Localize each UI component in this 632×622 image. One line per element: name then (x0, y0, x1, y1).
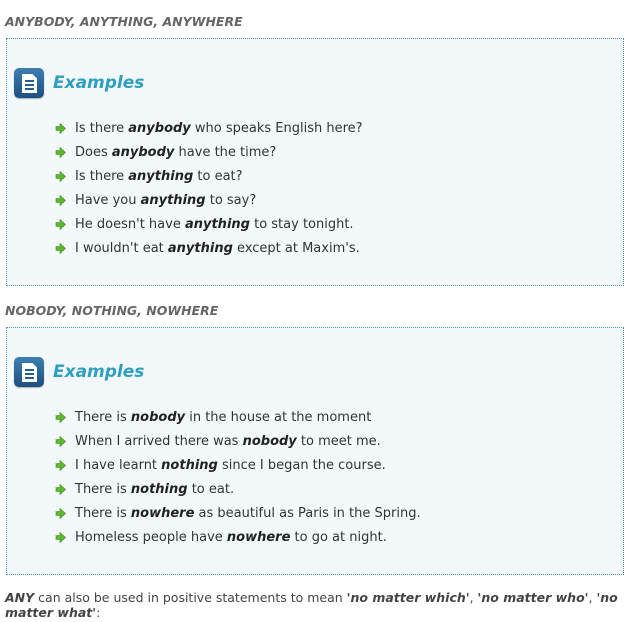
example-sentence: Is there anybody who speaks English here? (75, 121, 363, 136)
list-item (55, 433, 421, 457)
green-arrow-icon (55, 460, 66, 471)
green-arrow-icon (55, 123, 66, 134)
keyword: nowhere (226, 530, 291, 545)
example-sentence: I wouldn't eat anything except at Maxim's. (75, 241, 360, 256)
list-item (55, 216, 363, 240)
green-arrow-icon (55, 171, 66, 182)
list-item (55, 505, 421, 529)
green-arrow-icon (55, 484, 66, 495)
green-arrow-icon (55, 412, 66, 423)
keyword: anybody (111, 145, 175, 160)
keyword: nobody (242, 434, 297, 449)
any-usage-note: ANY can also be used in positive statements to mean 'no matter which', 'no matter who', 'no matter what': (5, 590, 618, 620)
examples-list (55, 120, 363, 264)
document-icon (14, 357, 44, 387)
list-item (55, 192, 363, 216)
keyword: nowhere (130, 506, 195, 521)
keyword: anything (140, 193, 206, 208)
list-item (55, 168, 363, 192)
examples-box-nobody (6, 327, 624, 575)
green-arrow-icon (55, 508, 66, 519)
example-sentence: There is nothing to eat. (75, 482, 235, 497)
examples-title: Examples (53, 362, 145, 382)
list-item (55, 144, 363, 168)
keyword: nobody (130, 410, 186, 425)
list-item (55, 529, 421, 553)
examples-box-anybody (6, 38, 624, 286)
example-sentence: When I arrived there was nobody to meet me. (75, 434, 381, 449)
section-heading-anybody: ANYBODY, ANYTHING, ANYWHERE (5, 14, 243, 29)
examples-header (14, 356, 144, 388)
list-item (55, 457, 421, 481)
example-sentence: I have learnt nothing since I began the course. (75, 458, 386, 473)
keyword: nothing (130, 482, 188, 497)
example-sentence: He doesn't have anything to stay tonight. (75, 217, 354, 232)
list-item (55, 240, 363, 264)
green-arrow-icon (55, 436, 66, 447)
example-sentence: Does anybody have the time? (75, 145, 277, 160)
green-arrow-icon (55, 532, 66, 543)
keyword: nothing (161, 458, 218, 473)
keyword-any: ANY (5, 590, 35, 605)
green-arrow-icon (55, 195, 66, 206)
keyword: anything (167, 241, 233, 256)
green-arrow-icon (55, 243, 66, 254)
example-sentence: There is nobody in the house at the moment (75, 410, 372, 425)
keyword: anybody (128, 121, 191, 136)
list-item (55, 481, 421, 505)
document-icon (14, 68, 44, 98)
keyword: anything (184, 217, 250, 232)
examples-title: Examples (53, 73, 145, 93)
section-heading-nobody: NOBODY, NOTHING, NOWHERE (5, 303, 219, 318)
list-item (55, 409, 421, 433)
green-arrow-icon (55, 147, 66, 158)
keyword: anything (128, 169, 194, 184)
green-arrow-icon (55, 219, 66, 230)
example-sentence: Homeless people have nowhere to go at night. (75, 530, 387, 545)
examples-header (14, 67, 144, 99)
examples-list (55, 409, 421, 553)
example-sentence: There is nowhere as beautiful as Paris in the Spring. (75, 506, 421, 521)
example-sentence: Have you anything to say? (75, 193, 257, 208)
example-sentence: Is there anything to eat? (75, 169, 243, 184)
list-item (55, 120, 363, 144)
